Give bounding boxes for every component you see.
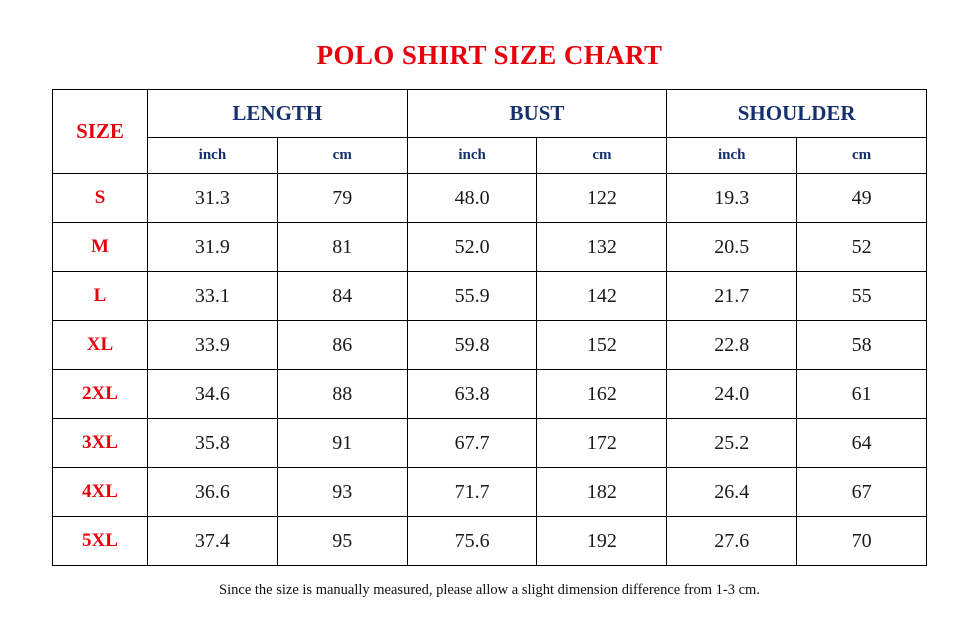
cell-length-inch: 34.6: [148, 370, 278, 419]
unit-header-row: [53, 138, 927, 174]
cell-length-cm: 81: [277, 223, 407, 272]
cell-length-inch: 31.3: [148, 174, 278, 223]
cell-shoulder-cm: 52: [797, 223, 927, 272]
table-row: [53, 419, 927, 468]
cell-length-cm: 84: [277, 272, 407, 321]
cell-shoulder-cm: 55: [797, 272, 927, 321]
cell-shoulder-inch: 20.5: [667, 223, 797, 272]
cell-length-cm: 86: [277, 321, 407, 370]
cell-bust-cm: 132: [537, 223, 667, 272]
unit-bust-inch: inch: [407, 138, 537, 174]
page-title: POLO SHIRT SIZE CHART: [316, 40, 663, 70]
cell-bust-inch: 71.7: [407, 468, 537, 517]
cell-shoulder-cm: 61: [797, 370, 927, 419]
cell-length-inch: 37.4: [148, 517, 278, 566]
table-body: [53, 174, 927, 566]
column-header-size: SIZE: [53, 90, 148, 174]
column-group-length: LENGTH: [148, 90, 408, 138]
cell-shoulder-cm: 64: [797, 419, 927, 468]
row-size-label: 5XL: [53, 517, 148, 566]
cell-bust-inch: 75.6: [407, 517, 537, 566]
cell-bust-inch: 63.8: [407, 370, 537, 419]
row-size-label: 2XL: [53, 370, 148, 419]
group-header-row: [53, 90, 927, 138]
row-size-label: XL: [53, 321, 148, 370]
cell-shoulder-inch: 21.7: [667, 272, 797, 321]
cell-shoulder-inch: 24.0: [667, 370, 797, 419]
row-size-label: S: [53, 174, 148, 223]
cell-shoulder-inch: 25.2: [667, 419, 797, 468]
cell-length-cm: 91: [277, 419, 407, 468]
cell-shoulder-inch: 19.3: [667, 174, 797, 223]
cell-shoulder-inch: 22.8: [667, 321, 797, 370]
cell-shoulder-inch: 27.6: [667, 517, 797, 566]
size-chart-table: [52, 89, 927, 566]
cell-bust-cm: 122: [537, 174, 667, 223]
table-row: [53, 370, 927, 419]
cell-bust-cm: 142: [537, 272, 667, 321]
unit-length-inch: inch: [148, 138, 278, 174]
column-group-shoulder: SHOULDER: [667, 90, 927, 138]
cell-length-cm: 79: [277, 174, 407, 223]
cell-length-inch: 33.1: [148, 272, 278, 321]
cell-length-inch: 31.9: [148, 223, 278, 272]
cell-length-inch: 33.9: [148, 321, 278, 370]
cell-bust-inch: 52.0: [407, 223, 537, 272]
cell-length-cm: 95: [277, 517, 407, 566]
unit-bust-cm: cm: [537, 138, 667, 174]
cell-bust-inch: 59.8: [407, 321, 537, 370]
cell-bust-cm: 172: [537, 419, 667, 468]
measurement-footnote: Since the size is manually measured, please allow a slight dimension difference from 1-3 cm.: [219, 582, 760, 598]
cell-bust-cm: 152: [537, 321, 667, 370]
cell-bust-inch: 48.0: [407, 174, 537, 223]
row-size-label: 4XL: [53, 468, 148, 517]
row-size-label: M: [53, 223, 148, 272]
cell-length-cm: 88: [277, 370, 407, 419]
table-row: [53, 174, 927, 223]
size-chart-table-wrapper: [0, 71, 979, 566]
cell-bust-inch: 67.7: [407, 419, 537, 468]
column-group-bust: BUST: [407, 90, 667, 138]
cell-length-inch: 35.8: [148, 419, 278, 468]
table-row: [53, 468, 927, 517]
cell-shoulder-cm: 49: [797, 174, 927, 223]
table-row: [53, 517, 927, 566]
cell-shoulder-inch: 26.4: [667, 468, 797, 517]
table-row: [53, 321, 927, 370]
unit-length-cm: cm: [277, 138, 407, 174]
cell-bust-cm: 192: [537, 517, 667, 566]
cell-shoulder-cm: 70: [797, 517, 927, 566]
cell-bust-inch: 55.9: [407, 272, 537, 321]
cell-shoulder-cm: 58: [797, 321, 927, 370]
table-row: [53, 272, 927, 321]
cell-length-inch: 36.6: [148, 468, 278, 517]
cell-shoulder-cm: 67: [797, 468, 927, 517]
unit-shoulder-cm: cm: [797, 138, 927, 174]
row-size-label: 3XL: [53, 419, 148, 468]
table-row: [53, 223, 927, 272]
cell-length-cm: 93: [277, 468, 407, 517]
cell-bust-cm: 162: [537, 370, 667, 419]
row-size-label: L: [53, 272, 148, 321]
unit-shoulder-inch: inch: [667, 138, 797, 174]
table-header: [53, 90, 927, 174]
cell-bust-cm: 182: [537, 468, 667, 517]
